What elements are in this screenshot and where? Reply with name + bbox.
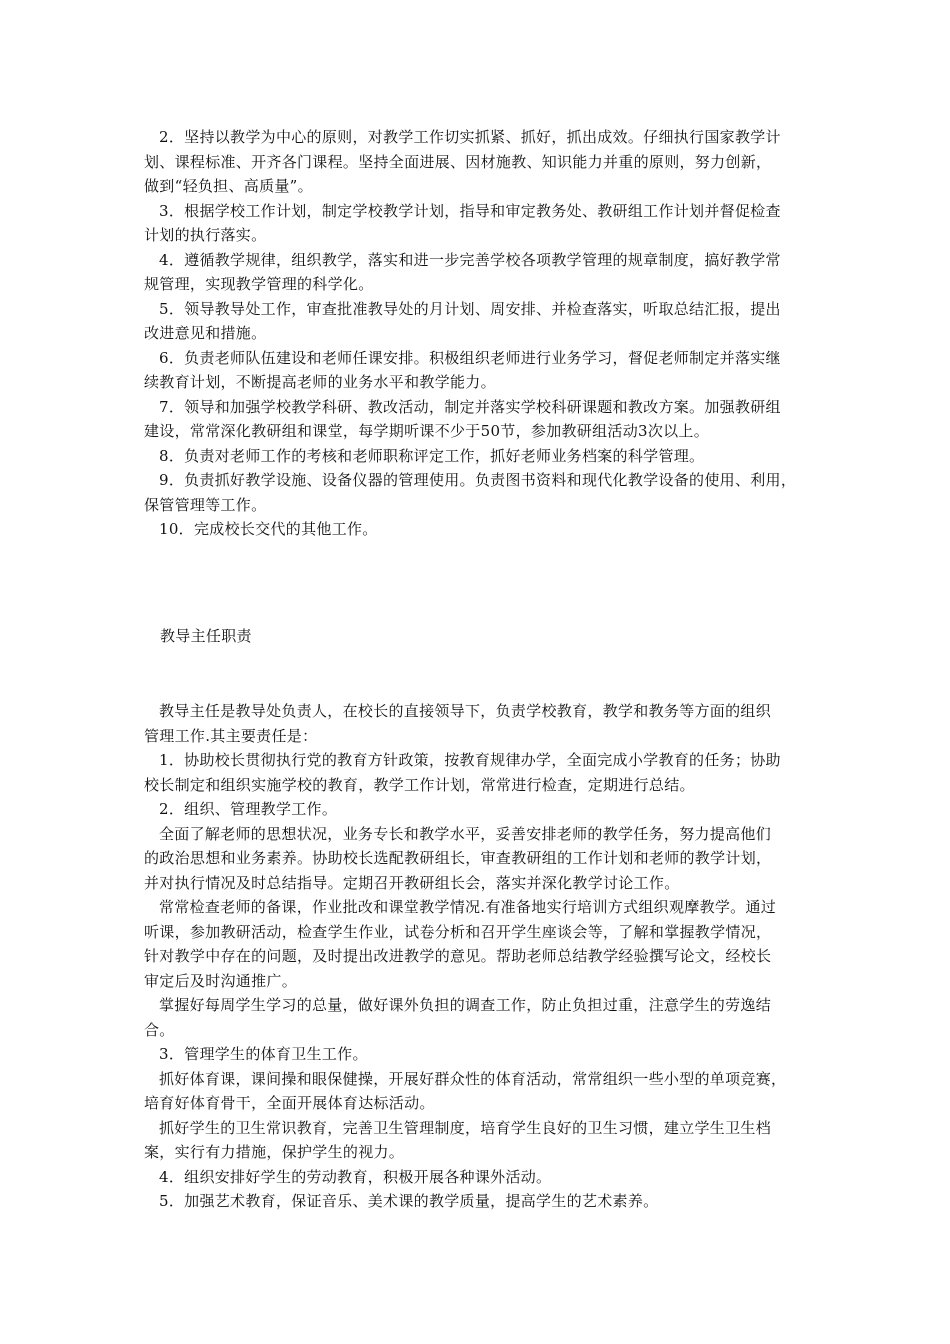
paragraph-line: 1．协助校长贯彻执行党的教育方针政策，按教育规律办学，全面完成小学教育的任务；协助 — [159, 751, 781, 769]
paragraph-line: 3．根据学校工作计划，制定学校教学计划，指导和审定教务处、教研组工作计划并督促检查 — [159, 201, 781, 220]
paragraph-line: 的政治思想和业务素养。协助校长选配教研组长，审查教研组的工作计划和老师的教学计划， — [144, 849, 772, 867]
paragraph-line: 常常检查老师的备课，作业批改和课堂教学情况.有准备地实行培训方式组织观摩教学。通过 — [159, 898, 777, 916]
paragraph-line: 8．负责对老师工作的考核和老师职称评定工作，抓好老师业务档案的科学管理。 — [159, 446, 705, 465]
paragraph-line: 培育好体育骨干，全面开展体育达标活动。 — [144, 1094, 435, 1112]
paragraph-line: 保管管理等工作。 — [144, 495, 267, 514]
paragraph-line: 5．领导教导处工作，审查批准教导处的月计划、周安排、并检查落实，听取总结汇报，提出 — [159, 299, 781, 318]
paragraph-line: 抓好体育课，课间操和眼保健操，开展好群众性的体育活动，常常组织一些小型的单项竞赛， — [159, 1069, 787, 1088]
paragraph-line: 续教育计划，不断提高老师的业务水平和教学能力。 — [144, 373, 496, 391]
paragraph-line: 针对教学中存在的问题，及时提出改进教学的意见。帮助老师总结教学经验撰写论文，经校长 — [144, 947, 772, 965]
paragraph-line: 3．管理学生的体育卫生工作。 — [159, 1045, 368, 1063]
paragraph-line: 做到“轻负担、高质量”。 — [144, 177, 313, 195]
principal-duties-continued — [144, 125, 816, 542]
section-heading: 教导主任职责 — [160, 627, 252, 645]
paragraph-line: 建设，常常深化教研组和课堂，每学期听课不少于50节，参加教研组活动3次以上。 — [144, 422, 710, 440]
paragraph-line: 5．加强艺术教育，保证音乐、美术课的教学质量，提高学生的艺术素养。 — [159, 1192, 659, 1210]
paragraph-line: 抓好学生的卫生常识教育，完善卫生管理制度，培育学生良好的卫生习惯，建立学生卫生档 — [159, 1118, 772, 1137]
paragraph-line: 2．组织、管理教学工作。 — [159, 800, 338, 818]
paragraph-line: 计划的执行落实。 — [144, 226, 267, 244]
paragraph-line: 7．领导和加强学校教学科研、教改活动，制定并落实学校科研课题和教改方案。加强教研组 — [159, 397, 781, 416]
paragraph-line: 校长制定和组织实施学校的教育，教学工作计划，常常进行检查，定期进行总结。 — [144, 775, 695, 794]
paragraph-line: 9．负责抓好教学设施、设备仪器的管理使用。负责图书资料和现代化教学设备的使用、利用， — [159, 471, 797, 489]
paragraph-line: 4．遵循教学规律，组织教学，落实和进一步完善学校各项教学管理的规章制度，搞好教学常 — [159, 250, 781, 269]
paragraph-line: 6．负责老师队伍建设和老师任课安排。积极组织老师进行业务学习，督促老师制定并落实继 — [159, 348, 781, 367]
paragraph-line: 掌握好每周学生学习的总量，做好课外负担的调查工作，防止负担过重，注意学生的劳逸结 — [159, 996, 772, 1014]
paragraph-line: 并对执行情况及时总结指导。定期召开教研组长会，落实并深化教学讨论工作。 — [144, 873, 680, 892]
paragraph-line: 2．坚持以教学为中心的原则，对教学工作切实抓紧、抓好，抓出成效。仔细执行国家教学计 — [159, 128, 781, 146]
dean-duties — [144, 699, 816, 1214]
paragraph-line: 教导主任是教导处负责人，在校长的直接领导下，负责学校教育，教学和教务等方面的组织 — [159, 702, 772, 720]
paragraph-line: 管理工作.其主要责任是： — [144, 726, 318, 745]
paragraph-line: 10．完成校长交代的其他工作。 — [159, 520, 378, 538]
paragraph-line: 全面了解老师的思想状况，业务专长和教学水平，妥善安排老师的教学任务，努力提高他们 — [159, 824, 772, 843]
paragraph-line: 规管理，实现教学管理的科学化。 — [144, 275, 374, 293]
paragraph-line: 合。 — [144, 1020, 175, 1039]
paragraph-line: 改进意见和措施。 — [144, 324, 267, 342]
paragraph-line: 听课，参加教研活动，检查学生作业，试卷分析和召开学生座谈会等，了解和掌握教学情况， — [144, 922, 772, 941]
paragraph-line: 4．组织安排好学生的劳动教育，积极开展各种课外活动。 — [159, 1167, 552, 1186]
paragraph-line: 案，实行有力措施，保护学生的视力。 — [144, 1143, 405, 1161]
paragraph-line: 审定后及时沟通推广。 — [144, 971, 298, 990]
paragraph-line: 划、课程标准、开齐各门课程。坚持全面进展、因材施教、知识能力并重的原则，努力创新， — [144, 152, 772, 171]
